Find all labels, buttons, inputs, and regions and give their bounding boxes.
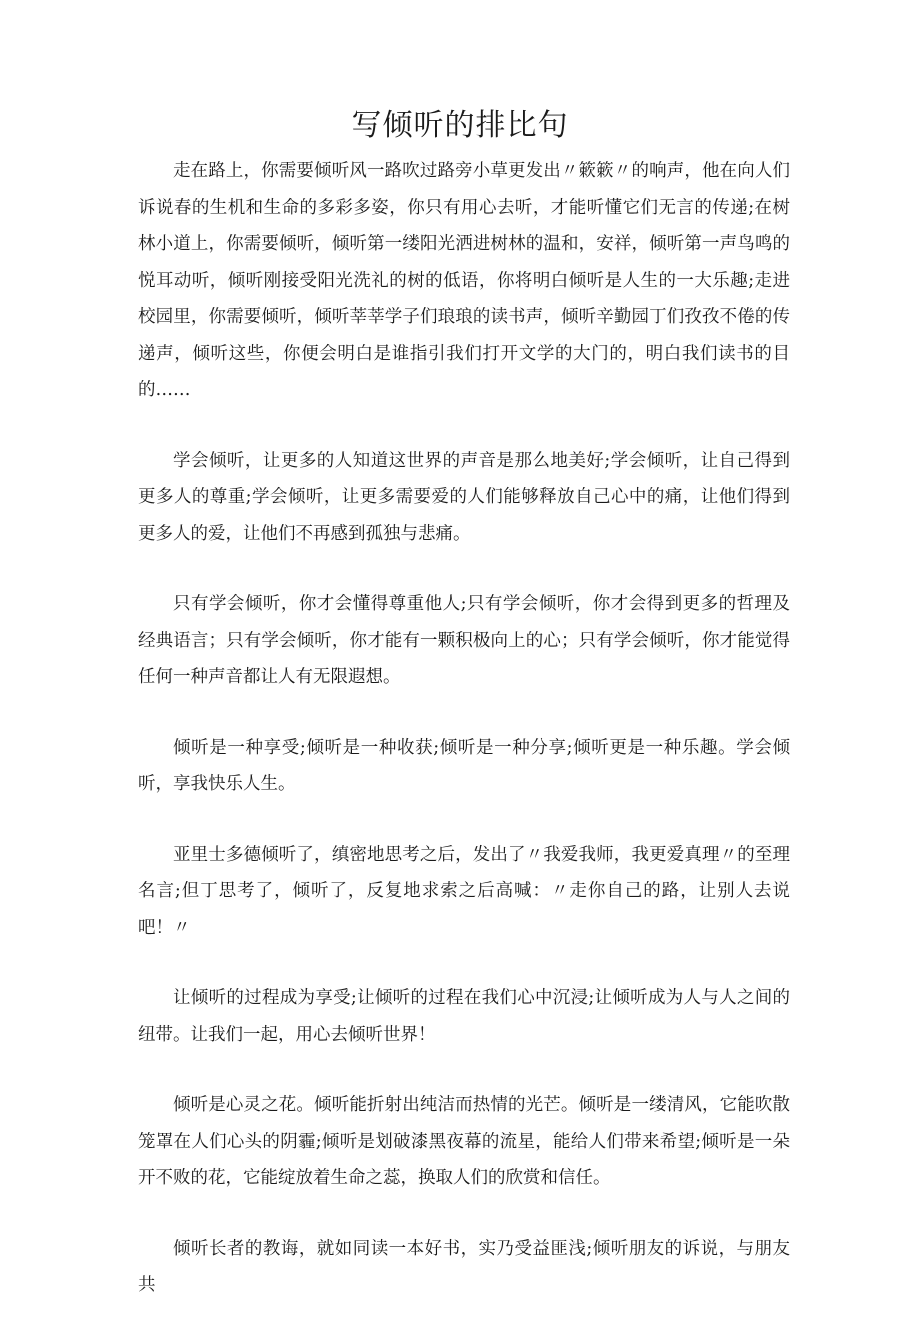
paragraph: 走在路上，你需要倾听风一路吹过路旁小草更发出〃簌簌〃的响声，他在向人们诉说春的生机和生命的多彩多姿，你只有用心去听，才能听懂它们无言的传递;在树林小道上，你需要倾听，倾听第一缕阳光洒进树林的温和，安祥，倾听第一声鸟鸣的悦耳动听，倾听刚接受阳光洗礼的树的低语，你将明白倾听是人生的一大乐趣;走进校园里，你需要倾听，倾听莘莘学子们琅琅的读书声，倾听辛勤园丁们孜孜不倦的传递声，倾听这些，你便会明白是谁指引我们打开文学的大门的，明白我们读书的目的…… [138, 161, 790, 400]
document-body [138, 153, 790, 1338]
paragraph: 只有学会倾听，你才会懂得尊重他人;只有学会倾听，你才会得到更多的哲理及经典语言；只有学会倾听，你才能有一颗积极向上的心；只有学会倾听，你才能觉得任何一种声音都让人有无限遐想。 [138, 594, 790, 687]
paragraph: 倾听是一种享受;倾听是一种收获;倾听是一种分享;倾听更是一种乐趣。学会倾听，享我快乐人生。 [138, 737, 790, 794]
paragraph: 倾听长者的教诲，就如同读一本好书，实乃受益匪浅;倾听朋友的诉说，与朋友共 [138, 1238, 790, 1295]
paragraph: 学会倾听，让更多的人知道这世界的声音是那么地美好;学会倾听，让自己得到更多人的尊重;学会倾听，让更多需要爱的人们能够释放自己心中的痛，让他们得到更多人的爱，让他们不再感到孤独与悲痛。 [138, 450, 790, 544]
paragraph: 亚里士多德倾听了，缜密地思考之后，发出了〃我爱我师，我更爱真理〃的至理名言;但丁思考了，倾听了，反复地求索之后高喊：〃走你自己的路，让别人去说吧！〃 [138, 844, 790, 938]
paragraph: 倾听是心灵之花。倾听能折射出纯洁而热情的光芒。倾听是一缕清风，它能吹散笼罩在人们心头的阴霾;倾听是划破漆黑夜幕的流星，能给人们带来希望;倾听是一朵开不败的花，它能绽放着生命之蕊，换取人们的欣赏和信任。 [138, 1095, 790, 1188]
paragraph: 让倾听的过程成为享受;让倾听的过程在我们心中沉浸;让倾听成为人与人之间的纽带。让我们一起，用心去倾听世界！ [138, 988, 790, 1045]
page-title: 写倾听的排比句 [351, 108, 569, 143]
